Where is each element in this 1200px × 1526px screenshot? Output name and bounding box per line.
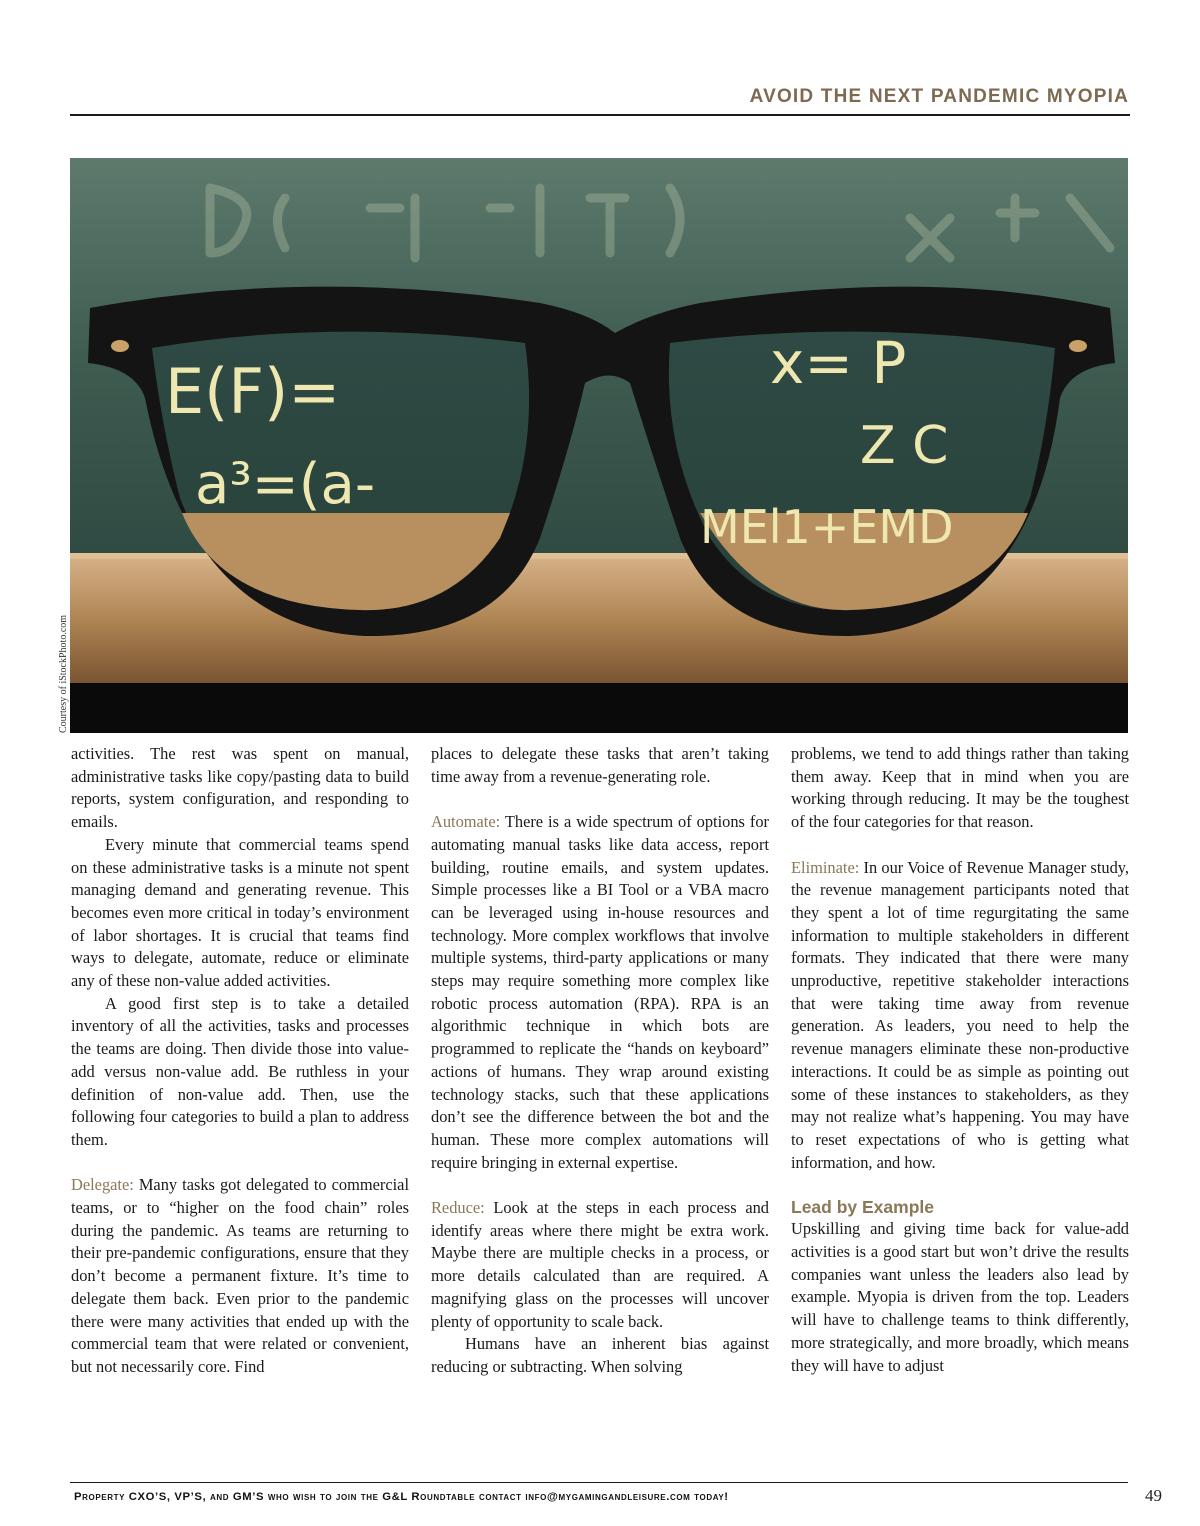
delegate-paragraph — [71, 1174, 409, 1378]
reduce-text: Look at the steps in each process and identify areas where there might be extra work. Maybe there are multiple checks in a process, or more details calculated than are required. A magnifying glass on the processes will uncover plenty of opportunity to scale back. — [431, 1198, 769, 1331]
reduce-label: Reduce: — [431, 1198, 485, 1218]
paragraph: Every minute that commercial teams spend on these administrative tasks is a minute not spent managing demand and generating revenue. This becomes even more critical in today’s environment of labor shortages. It is crucial that teams find ways to delegate, automate, reduce or eliminate any of these non-value added activities. — [71, 834, 409, 991]
eliminate-text: In our Voice of Revenue Manager study, the revenue management participants noted that they spent a lot of time regurgitating the same information to multiple stakeholders in different formats. They indicated that there were many unproductive, repetitive stakeholder interactions that were taking time away from revenue generation. As leaders, you need to help the revenue managers eliminate these non-productive interactions. It could be as simple as pointing out some of these instances to stakeholders, as they may not realize what’s happening. You may have to reset expectations of who is getting what information, and how. — [791, 857, 1129, 1172]
chalk-left-line1: E(F)= — [165, 355, 341, 428]
column-3 — [791, 743, 1129, 1377]
chalk-right-line3: MEl1+EMD — [700, 500, 954, 554]
hero-image — [70, 158, 1128, 733]
chalk-left-line2: a³=(a- — [195, 452, 376, 517]
delegate-label: Delegate: — [71, 1175, 134, 1195]
section-title: AVOID THE NEXT PANDEMIC MYOPIA — [749, 86, 1129, 107]
subheading-lead-by-example: Lead by Example — [791, 1197, 934, 1218]
reduce-paragraph — [431, 1197, 769, 1333]
paragraph: places to delegate these tasks that aren’t taking time away from a revenue-generating role. — [431, 744, 769, 786]
paragraph: activities. The rest was spent on manual, administrative tasks like copy/pasting data to build reports, system configuration, and responding to emails. — [71, 744, 409, 832]
paragraph: A good first step is to take a detailed inventory of all the activities, tasks and processes the teams are doing. Then divide those into value-add versus non-value add. Be ruthless in your definition of non-value add. Then, use the following four categories to build a plan to address them. — [71, 993, 409, 1149]
automate-paragraph — [431, 811, 769, 1174]
paragraph: Humans have an inherent bias against reducing or subtracting. When solving — [431, 1334, 769, 1376]
footer-rule — [70, 1482, 1128, 1483]
footer-call-to-action: Property CXO’S, VP’S, and GM’S who wish to join the G&L Roundtable contact info@mygamingandleisure.com today! — [74, 1491, 729, 1503]
photo-credit: Courtesy of iStockPhoto.com — [58, 614, 69, 733]
paragraph: Upskilling and giving time back for value-add activities is a good start but won’t drive the results companies want unless the leaders also lead by example. Myopia is driven from the top. Leaders will have to challenge teams to think differently, more strategically, and more broadly, which means they will have to adjust — [791, 1219, 1129, 1375]
header-rule — [70, 114, 1130, 116]
chalk-right-line1: x= P — [770, 329, 907, 397]
automate-text: There is a wide spectrum of options for automating manual tasks like data access, report building, routine emails, and system updates. Simple processes like a BI Tool or a VBA macro can be leveraged using in-house resources and technology. More complex workflows that involve multiple systems, third-party applications or many steps may require something more complex like robotic process automation (RPA). RPA is an algorithmic technique in which bots are programmed to replicate the “hands on keyboard” actions of humans. They wrap around existing technology stacks, such that these applications don’t see the difference between the bot and the human. These more complex automations will require bringing in external expertise. — [431, 812, 769, 1172]
column-2 — [431, 743, 769, 1379]
eliminate-paragraph — [791, 857, 1129, 1175]
paragraph: problems, we tend to add things rather than taking them away. Keep that in mind when you are working through reducing. It may be the toughest of the four categories for that reason. — [791, 744, 1129, 832]
page-number: 49 — [1145, 1486, 1162, 1505]
eliminate-label: Eliminate: — [791, 857, 860, 877]
delegate-text: Many tasks got delegated to commercial teams, or to “higher on the food chain” roles during the pandemic. As teams are returning to their pre-pandemic configurations, ensure that they don’t become a permanent fixture. It’s time to delegate them back. Even prior to the pandemic there were many activities that ended up with the commercial team that were related or convenient, but not necessarily core. Find — [71, 1175, 409, 1376]
automate-label: Automate: — [431, 812, 501, 832]
chalk-right-line2: Z C — [860, 416, 949, 476]
column-1 — [71, 743, 409, 1379]
